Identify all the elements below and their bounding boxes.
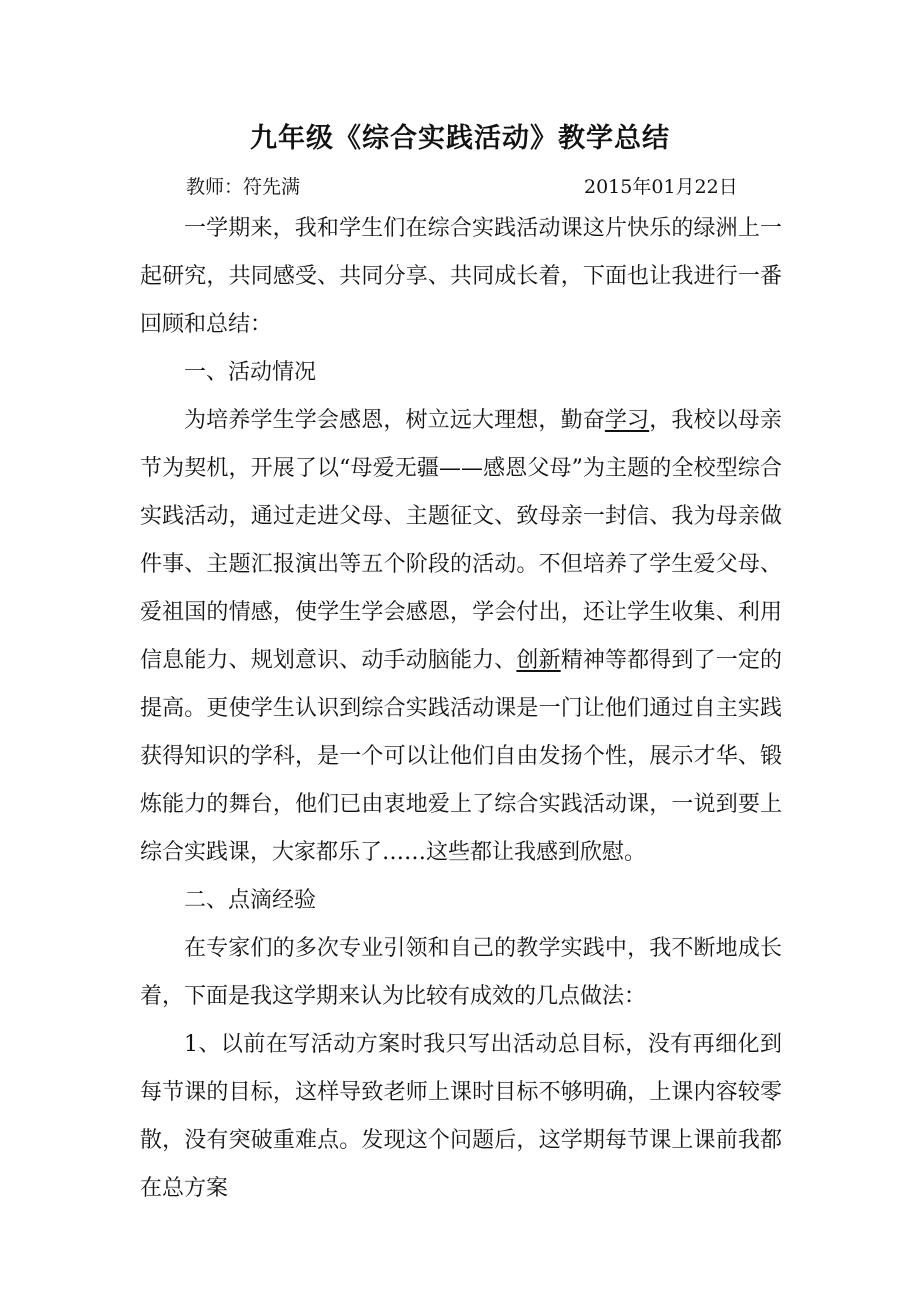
document-title: 九年级《综合实践活动》教学总结 — [250, 123, 670, 154]
experience-paragraph-1: 在专家们的多次专业引领和自己的教学实践中，我不断地成长着，下面是我这学期来认为比较有成效的几点做法： — [140, 936, 782, 1009]
activity-paragraph — [140, 397, 782, 877]
document-body — [140, 205, 782, 1213]
activity-text-part-a: 为培养学生学会感恩，树立远大理想，勤奋 — [184, 408, 605, 433]
activity-text-part-b: ，我校以母亲节为契机，开展了以“母爱无疆——感恩父母”为主题的全校型综合实践活动，通过走进父母、主题征文、致母亲一封信、我为母亲做件事、主题汇报演出等五个阶段的活动。不但培养了学生爱父母、爱祖国的情感，使学生学会感恩，学会付出，还让学生收集、利用信息能力、规划意识、动手动脑能力、 — [140, 408, 782, 673]
section-heading-experience: 二、点滴经验 — [184, 888, 317, 913]
document-date: 2015年01月22日 — [584, 176, 738, 198]
intro-paragraph: 一学期来，我和学生们在综合实践活动课这片快乐的绿洲上一起研究，共同感受、共同分享、共同成长着，下面也让我进行一番回顾和总结： — [140, 216, 782, 337]
study-link[interactable]: 学习 — [604, 408, 650, 433]
experience-paragraph-2: 1、以前在写活动方案时我只写出活动总目标，没有再细化到每节课的目标，这样导致老师上课时目标不够明确，上课内容较零散，没有突破重难点。发现这个问题后，这学期每节课上课前我都在总方案 — [140, 1032, 782, 1201]
teacher-name: 教师：符先满 — [186, 176, 301, 198]
section-heading-activity: 一、活动情况 — [184, 360, 317, 385]
activity-text-part-c: 精神等都得到了一定的提高。更使学生认识到综合实践活动课是一门让他们通过自主实践获得知识的学科，是一个可以让他们自由发扬个性，展示才华、锻炼能力的舞台，他们已由衷地爱上了综合实践活动课，一说到要上综合实践课，大家都乐了……这些都让我感到欣慰。 — [140, 648, 782, 865]
innovation-link[interactable]: 创新 — [516, 648, 561, 673]
